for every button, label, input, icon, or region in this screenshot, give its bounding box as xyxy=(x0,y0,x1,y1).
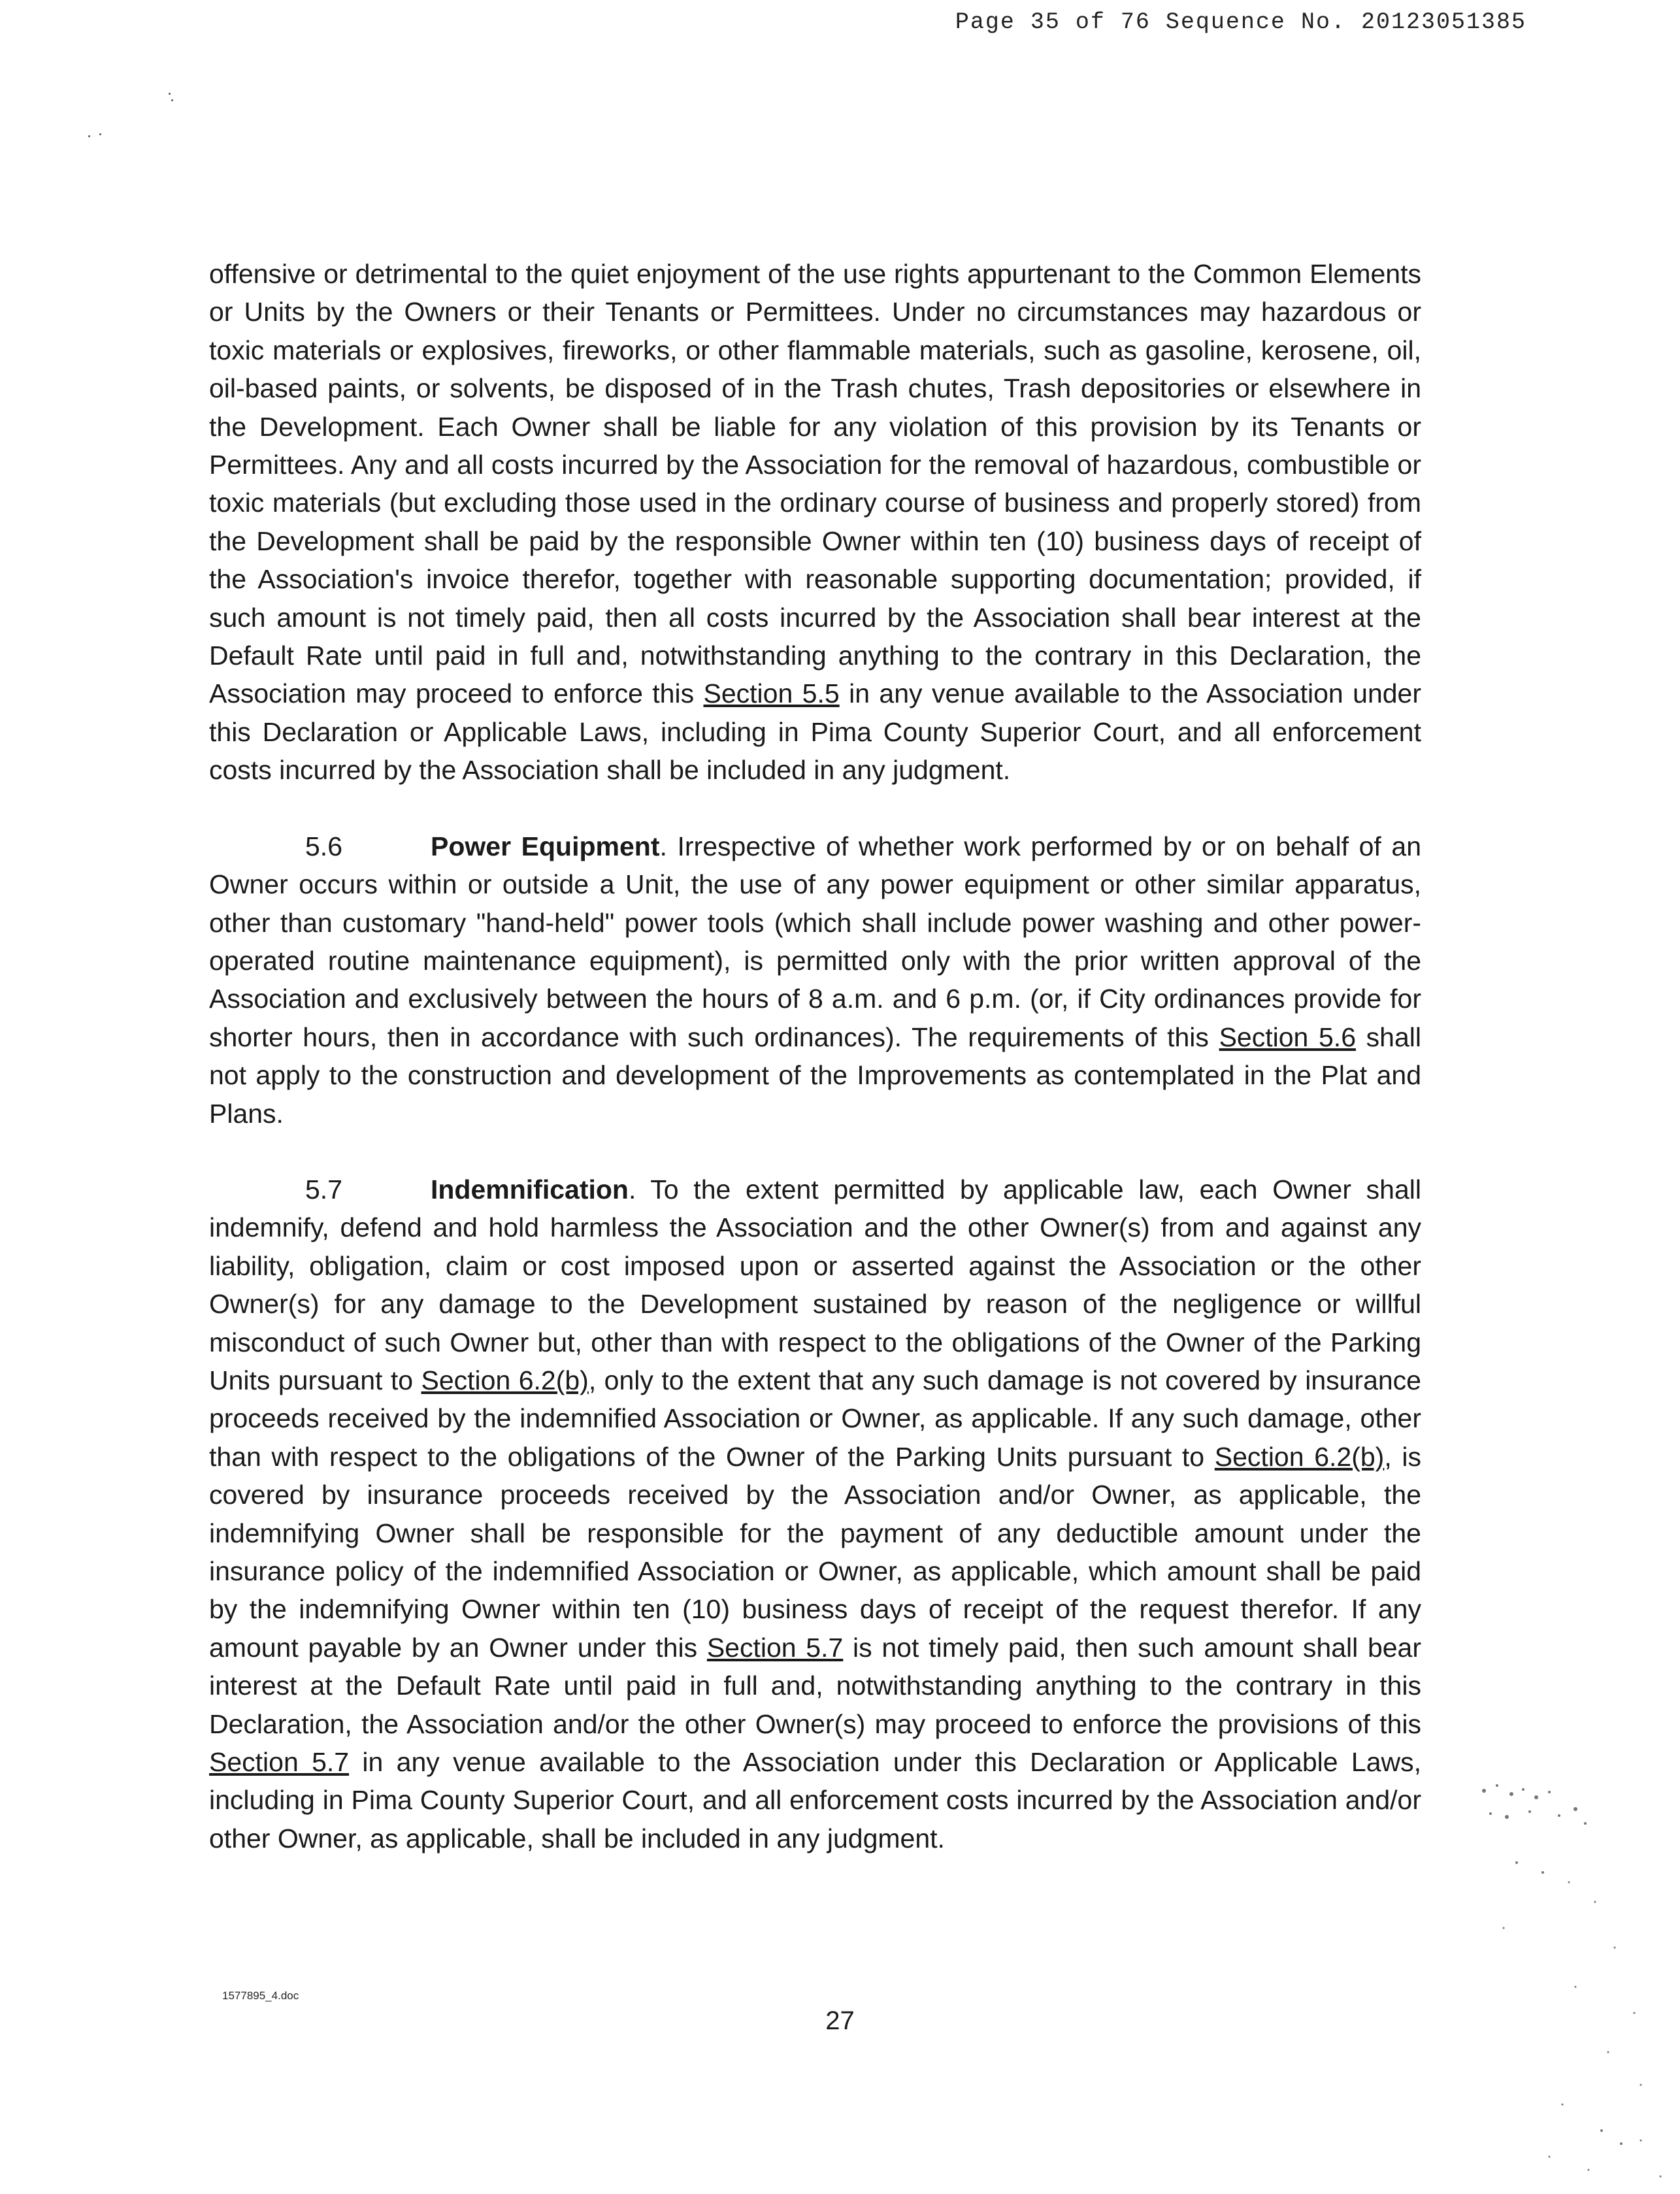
page-header: Page 35 of 76 Sequence No. 20123051385 xyxy=(955,9,1526,35)
section-reference: Section 6.2(b) xyxy=(421,1365,589,1395)
scan-speck xyxy=(88,135,90,137)
section-number: 5.6 xyxy=(305,831,342,861)
section-reference: Section 6.2(b) xyxy=(1214,1441,1385,1472)
continuation-paragraph: offensive or detrimental to the quiet enjoyment of the use rights appurtenant to the Common Elements or Units by the Owners or their Tenants or Permittees. Under no circumstances may hazardous or toxic materials or explosives, fireworks, or other flammable materials, such as gasoline, kerosene, oil, oil-based paints, or solvents, be disposed of in the Trash chutes, Trash depositories or elsewhere in the Development. Each Owner shall be liable for any violation of this provision by its Tenants or Permittees. Any and all costs incurred by the Association for the removal of hazardous, combustible or toxic materials (but excluding those used in the ordinary course of business and properly stored) from the Development shall be paid by the responsible Owner within ten (10) business days of receipt of the Association's invoice therefor, together with reasonable supporting documentation; provided, if such amount is not timely paid, then all costs incurred by the Association shall bear interest at the Default Rate until paid in full and, notwithstanding anything to the contrary in this Declaration, the Association may proceed to enforce this Section 5.5 in any venue available to the Association under this Declaration or Applicable Laws, including in Pima County Superior Court, and all enforcement costs incurred by the Association shall be included in any judgment. xyxy=(209,259,1421,786)
scan-noise xyxy=(1445,1778,1680,2194)
section-reference: Section 5.6 xyxy=(1219,1022,1356,1052)
section-reference: Section 5.5 xyxy=(703,678,840,709)
scan-speck xyxy=(171,99,173,101)
section-reference: Section 5.7 xyxy=(209,1747,350,1778)
page-number: 27 xyxy=(825,2006,855,2035)
section-reference: Section 5.7 xyxy=(706,1632,844,1663)
section-5-6-paragraph: 5.6 Power Equipment. Irrespective of whether work performed by or on behalf of an Owner occurs within or outside a Unit, the use of any power equipment or other similar apparatus, other than customary "hand-held" power tools (which shall include power washing and other power-operated routine maintenance equipment), is permitted only with the prior written approval of the Association and exclusively between the hours of 8 a.m. and 6 p.m. (or, if City ordinances provide for shorter hours, then in accordance with such ordinances). The requirements of this Section 5.6 shall not apply to the construction and development of the Improvements as contemplated in the Plat and Plans. xyxy=(209,827,1421,1133)
document-body xyxy=(209,255,1421,1857)
section-5-7-paragraph: 5.7 Indemnification. To the extent permitted by applicable law, each Owner shall indemnify, defend and hold harmless the Association and the other Owner(s) from and against any liability, obligation, claim or cost imposed upon or asserted against the Association or the other Owner(s) for any damage to the Development sustained by reason of the negligence or willful misconduct of such Owner but, other than with respect to the obligations of the Owner of the Parking Units pursuant to Section 6.2(b), only to the extent that any such damage is not covered by insurance proceeds received by the indemnified Association or Owner, as applicable. If any such damage, other than with respect to the obligations of the Owner of the Parking Units pursuant to Section 6.2(b), is covered by insurance proceeds received by the Association and/or Owner, as applicable, the indemnifying Owner shall be responsible for the payment of any deductible amount under the insurance policy of the indemnified Association or Owner, as applicable, which amount shall be paid by the indemnifying Owner within ten (10) business days of receipt of the request therefor. If any amount payable by an Owner under this Section 5.7 is not timely paid, then such amount shall bear interest at the Default Rate until paid in full and, notwithstanding anything to the contrary in this Declaration, the Association and/or the other Owner(s) may proceed to enforce the provisions of this Section 5.7 in any venue available to the Association under this Declaration or Applicable Laws, including in Pima County Superior Court, and all enforcement costs incurred by the Association and/or other Owner, as applicable, shall be included in any judgment. xyxy=(209,1171,1421,1857)
section-heading: Indemnification xyxy=(431,1174,629,1205)
scan-speck xyxy=(169,93,171,95)
document-id: 1577895_4.doc xyxy=(222,1989,299,2002)
section-heading: Power Equipment xyxy=(431,831,660,861)
section-number: 5.7 xyxy=(305,1174,342,1205)
scan-speck xyxy=(99,133,101,135)
